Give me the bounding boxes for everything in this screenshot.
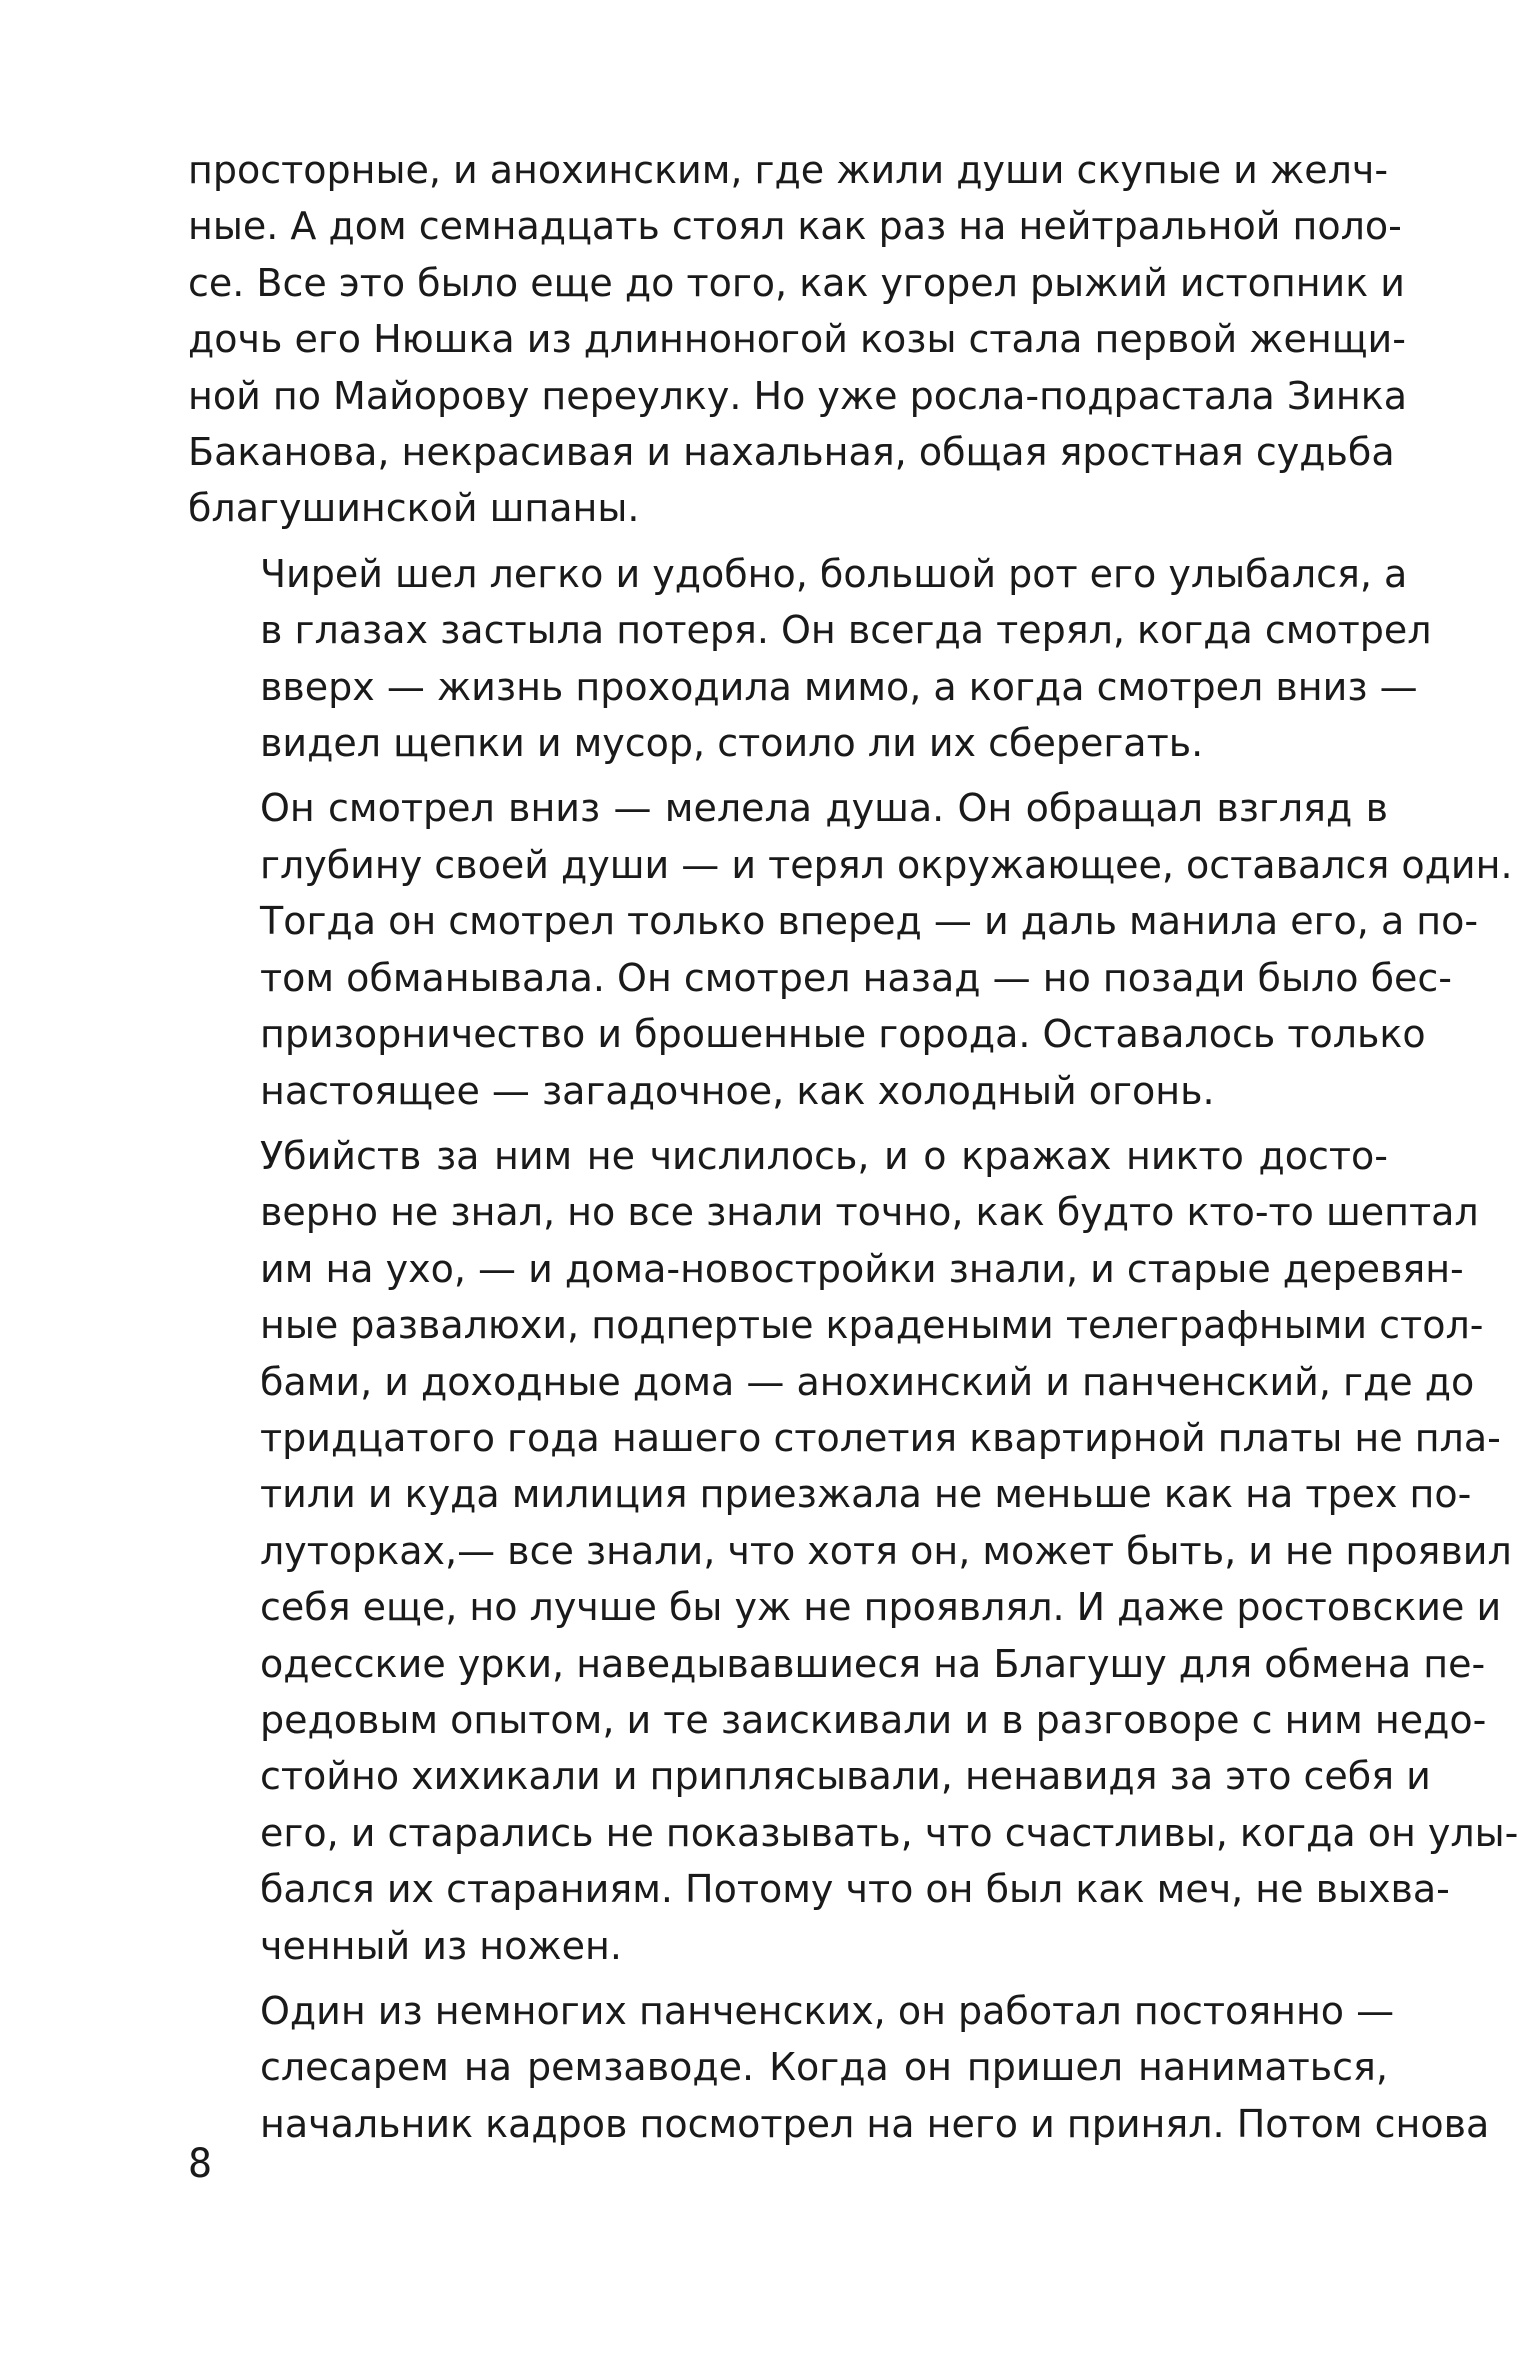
text-line: Он смотрел вниз — мелела душа. Он обращал взгляд в <box>260 786 1388 831</box>
text-line: се. Все это было еще до того, как угорел рыжий истопник и <box>188 260 1405 305</box>
text-line: бался их стараниям. Потому что он был как меч, не выхва- <box>260 1867 1450 1912</box>
text-line: том обманывала. Он смотрел назад — но позади было бес- <box>260 955 1453 1000</box>
text-line: тридцатого года нашего столетия квартирной платы не пла- <box>260 1415 1501 1460</box>
text-line: Убийств за ним не числилось, и о кражах никто досто- <box>260 1133 1388 1178</box>
paragraph <box>188 1128 1519 1974</box>
text-line: бами, и доходные дома — анохинский и панченский, где до <box>260 1359 1475 1404</box>
text-line: тили и куда милиция приезжала не меньше как на трех по- <box>260 1472 1472 1517</box>
text-line: верно не знал, но все знали точно, как будто кто-то шептал <box>260 1190 1479 1235</box>
text-line: ной по Майорову переулку. Но уже росла-подрастала Зинка <box>188 373 1408 418</box>
page-number: 8 <box>188 2141 213 2187</box>
text-line: луторках,— все знали, что хотя он, может быть, и не проявил <box>260 1528 1512 1573</box>
paragraph <box>188 780 1513 1118</box>
body-text <box>188 142 1519 2152</box>
text-line: видел щепки и мусор, стоило ли их сберегать. <box>260 721 1204 766</box>
text-line: благушинской шпаны. <box>188 486 640 531</box>
text-line: редовым опытом, и те заискивали и в разговоре с ним недо- <box>260 1697 1487 1742</box>
text-line: Чирей шел легко и удобно, большой рот его улыбался, а <box>260 551 1408 596</box>
text-line: одесские урки, наведывавшиеся на Благушу для обмена пе- <box>260 1641 1486 1686</box>
text-line: дочь его Нюшка из длинноногой козы стала первой женщи- <box>188 317 1406 362</box>
text-line: ченный из ножен. <box>260 1923 622 1968</box>
text-line: вверх — жизнь проходила мимо, а когда смотрел вниз — <box>260 664 1418 709</box>
text-line: его, и старались не показывать, что счастливы, когда он улы- <box>260 1810 1519 1855</box>
text-line: настоящее — загадочное, как холодный огонь. <box>260 1068 1215 1113</box>
text-line: ные развалюхи, подпертые крадеными телеграфными стол- <box>260 1303 1484 1348</box>
text-line: им на ухо, — и дома-новостройки знали, и старые деревян- <box>260 1246 1464 1291</box>
text-line: глубину своей души — и терял окружающее, оставался один. <box>260 842 1513 887</box>
text-line: призорничество и брошенные города. Оставалось только <box>260 1012 1426 1057</box>
text-line: Баканова, некрасивая и нахальная, общая яростная судьба <box>188 430 1395 475</box>
paragraph <box>188 1983 1490 2152</box>
text-line: начальник кадров посмотрел на него и принял. Потом снова <box>260 2101 1490 2146</box>
text-line: просторные, и анохинским, где жили души скупые и желч- <box>188 148 1389 192</box>
text-line: в глазах застыла потеря. Он всегда терял, когда смотрел <box>260 608 1432 653</box>
paragraph <box>188 142 1408 537</box>
text-line: слесарем на ремзаводе. Когда он пришел наниматься, <box>260 2045 1388 2090</box>
text-line: ные. А дом семнадцать стоял как раз на нейтральной поло- <box>188 204 1402 249</box>
text-line: себя еще, но лучше бы уж не проявлял. И даже ростовские и <box>260 1585 1502 1630</box>
paragraph <box>188 546 1432 772</box>
text-line: Тогда он смотрел только вперед — и даль манила его, а по- <box>260 899 1479 944</box>
text-line: Один из немногих панченских, он работал постоянно — <box>260 1989 1395 2033</box>
text-line: стойно хихикали и приплясывали, ненавидя за это себя и <box>260 1754 1431 1799</box>
